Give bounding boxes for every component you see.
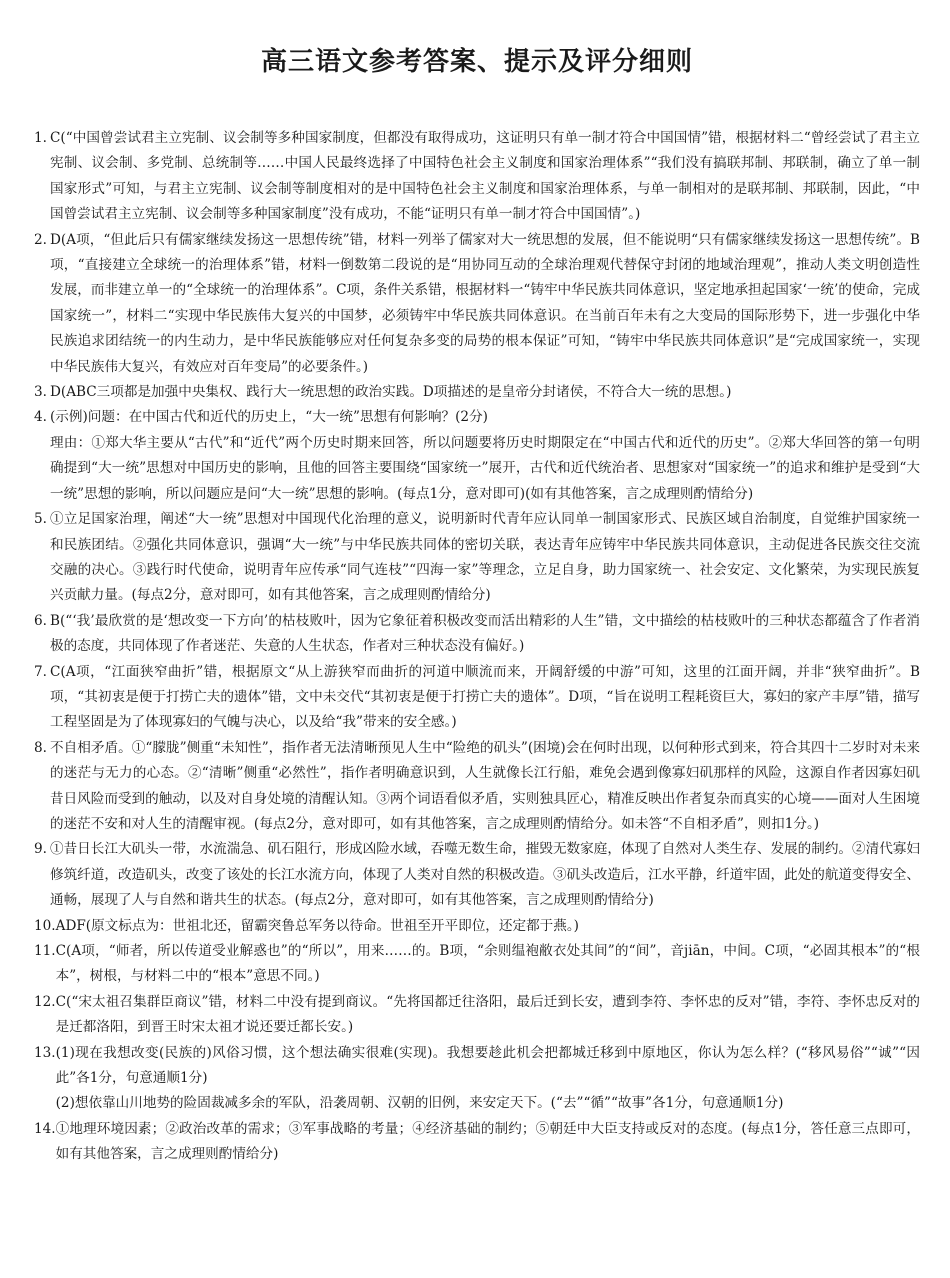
answer-text: ①地理环境因素；②政治改革的需求；③军事战略的考量；④经济基础的制约；⑤朝廷中大臣支持或反对的态度。(每点1分，答任意三点即可，如有其他答案，言之成理则酌情给分) — [55, 1120, 920, 1163]
answer-number: 5. — [34, 511, 47, 528]
page-title: 高三语文参考答案、提示及评分细则 — [260, 47, 693, 77]
answer-text: C(“宋太祖召集群臣商议”错，材料二中没有提到商议。“先将国都迁往洛阳，最后迁到长安，遭到李符、李怀忠的反对”错，李符、李怀忠反对的是迁都洛阳，到晋王时宋太祖才说还要迁都长安。) — [55, 993, 920, 1036]
answer-item-4 — [34, 405, 920, 507]
answer-item-8 — [34, 736, 920, 838]
answer-number: 7. — [34, 663, 47, 680]
answer-number: 6. — [34, 612, 47, 629]
answer-item-5 — [34, 507, 920, 609]
answer-number: 11. — [34, 943, 56, 959]
answer-item-11 — [34, 939, 920, 990]
answer-text: D(A项，“但此后只有儒家继续发扬这一思想传统”错，材料一列举了儒家对大一统思想的发展，但不能说明“只有儒家继续发扬这一思想传统”。B项，“直接建立全球统一的治理体系”错，材料一倒数第二段说的是“用协同互动的全球治理观代替保守封闭的地域治理观”，推动人类文明创造性发展，而非建立单一的“全球统一的治理体系”。C项，条件关系错，根据材料一“铸牢中华民族共同体意识，坚定地承担起国家‘一统’的使命，完成国家统一”，材料二“实现中华民族伟大复兴的中国梦，必须铸牢中华民族共同体意识。在当前百年未有之大变局的国际形势下，进一步强化中华民族追求团结统一的内生动力，是中华民族能够应对任何复杂多变的局势的根本保证”可知，“铸牢中华民族共同体意识”是“完成国家统一，实现中华民族伟大复兴，有效应对百年变局”的必要条件。) — [50, 231, 920, 375]
answer-number: 1. — [34, 130, 47, 146]
answer-reason: 理由：①郑大华主要从“古代”和“近代”两个历史时期来回答，所以问题要将历史时期限定在“中国古代和近代的历史”。②郑大华回答的第一句明确提到“大一统”思想对中国历史的影响，且他的回答主要围绕“国家统一”展开，古代和近代统治者、思想家对“国家统一”的追求和维护是受到“大一统”思想的影响，所以问题应是问“大一统”思想的影响。(每点1分，意对即可)(如有其他答案，言之成理则酌情给分) — [50, 434, 920, 502]
answer-number: 10. — [34, 917, 56, 934]
answer-item-6 — [34, 609, 920, 660]
answer-number: 8. — [34, 739, 47, 756]
answer-item-3 — [34, 380, 920, 405]
answer-number: 13. — [34, 1044, 56, 1061]
answer-text: (示例)问题：在中国古代和近代的历史上，“大一统”思想有何影响？(2分) — [50, 409, 488, 426]
answer-number: 4. — [34, 409, 47, 426]
answer-item-10 — [34, 914, 920, 939]
answer-number: 14. — [34, 1120, 56, 1137]
answer-item-2 — [34, 228, 920, 380]
answer-number: 3. — [34, 384, 47, 401]
answer-text: C(“中国曾尝试君主立宪制、议会制等多种国家制度，但都没有取得成功，这证明只有单一制才符合中国国情”错，根据材料二“曾经尝试了君主立宪制、议会制、多党制、总统制等……中国人民最终选择了中国特色社会主义制度和国家治理体系”“我们没有搞联邦制、邦联制，确立了单一制国家形式”可知，与君主立宪制、议会制等制度相对的是中国特色社会主义制度和国家治理体系，与单一制相对的是联邦制、邦联制，因此，“中国曾尝试君主立宪制、议会制等多种国家制度”没有成功，不能“证明只有单一制才符合中国国情”。) — [50, 130, 920, 223]
answer-text: B(“‘我’最欣赏的是‘想改变一下方向’的枯枝败叶，因为它象征着积极改变而活出精彩的人生”错，文中描绘的枯枝败叶的三种状态都蕴含了作者消极的态度，共同体现了作者迷茫、失意的人生状态，作者对三种状态没有偏好。) — [50, 612, 920, 655]
answer-item-1 — [34, 126, 920, 228]
answer-text: (1)现在我想改变(民族的)风俗习惯，这个想法确实很难(实现)。我想要趁此机会把都城迁移到中原地区，你认为怎么样？(“移风易俗”“诚”“因此”各1分，句意通顺1分) — [55, 1044, 920, 1087]
answer-number: 12. — [34, 993, 56, 1010]
answer-text: C(A项，“江面狭窄曲折”错，根据原文“从上游狭窄而曲折的河道中顺流而来，开阔舒缓的中游”可知，这里的江面开阔，并非“狭窄曲折”。B项，“其初衷是便于打捞亡夫的遗体”错，文中未交代“其初衷是便于打捞亡夫的遗体”。D项，“旨在说明工程耗资巨大，寡妇的家产丰厚”错，描写工程坚固是为了体现寡妇的气魄与决心，以及给“我”带来的安全感。) — [50, 663, 920, 731]
answer-text: ①昔日长江大矶头一带，水流湍急、矶石阻行，形成凶险水域，吞噬无数生命，摧毁无数家庭，体现了自然对人类生存、发展的制约。②清代寡妇修筑纤道，改造矶头，改变了该处的长江水流方向，体现了人类对自然的积极改造。③矶头改造后，江水平静，纤道牢固，此处的航道变得安全、通畅，展现了人与自然和谐共生的状态。(每点2分，意对即可，如有其他答案，言之成理则酌情给分) — [50, 841, 920, 909]
answer-number: 9. — [34, 841, 47, 858]
answer-item-9 — [34, 837, 920, 913]
answer-text: ADF(原文标点为：世祖北还，留霸突鲁总军务以待命。世祖至开平即位，还定都于燕。) — [55, 917, 579, 934]
answer-part-2: (2)想依靠山川地势的险固裁减多余的军队，沿袭周朝、汉朝的旧例，来安定天下。(“去”“循”“故事”各1分，句意通顺1分) — [55, 1095, 784, 1112]
answer-item-12 — [34, 990, 920, 1041]
answer-item-7 — [34, 660, 920, 736]
answer-item-14 — [34, 1117, 920, 1168]
answer-text: D(ABC三项都是加强中央集权、践行大一统思想的政治实践。D项描述的是皇帝分封诸侯，不符合大一统的思想。) — [50, 384, 732, 401]
answer-item-13 — [34, 1041, 920, 1117]
answer-list — [34, 126, 920, 1168]
answer-number: 2. — [34, 231, 47, 248]
answer-text: C(A项，“师者，所以传道受业解惑也”的“所以”，用来……的。B项，“余则缊袍敝衣处其间”的“间”，音jiān，中间。C项，“必固其根本”的“根本”，树根，与材料二中的“根本”意思不同。) — [55, 943, 920, 985]
answer-text: ①立足国家治理，阐述“大一统”思想对中国现代化治理的意义，说明新时代青年应认同单一制国家形式、民族区域自治制度，自觉维护国家统一和民族团结。②强化共同体意识，强调“大一统”与中华民族共同体的密切关联，表达青年应铸牢中华民族共同体意识，主动促进各民族交往交流交融的决心。③践行时代使命，说明青年应传承“同气连枝”“四海一家”等理念，立足自身，助力国家统一、社会安定、文化繁荣，为实现民族复兴贡献力量。(每点2分，意对即可，如有其他答案，言之成理则酌情给分) — [50, 511, 920, 604]
answer-text: 不自相矛盾。①“朦胧”侧重“未知性”，指作者无法清晰预见人生中“险绝的矶头”(困境)会在何时出现，以何种形式到来，符合其四十二岁时对未来的迷茫与无力的心态。②“清晰”侧重“必然性”，指作者明确意识到，人生就像长江行船，难免会遇到像寡妇矶那样的风险，这源自作者因寡妇矶昔日风险而受到的触动，以及对自身处境的清醒认知。③两个词语看似矛盾，实则独具匠心，精准反映出作者复杂而真实的心境——面对人生困境的迷茫不安和对人生的清醒审视。(每点2分，意对即可，如有其他答案，言之成理则酌情给分。如未答“不自相矛盾”，则扣1分。) — [50, 739, 920, 832]
